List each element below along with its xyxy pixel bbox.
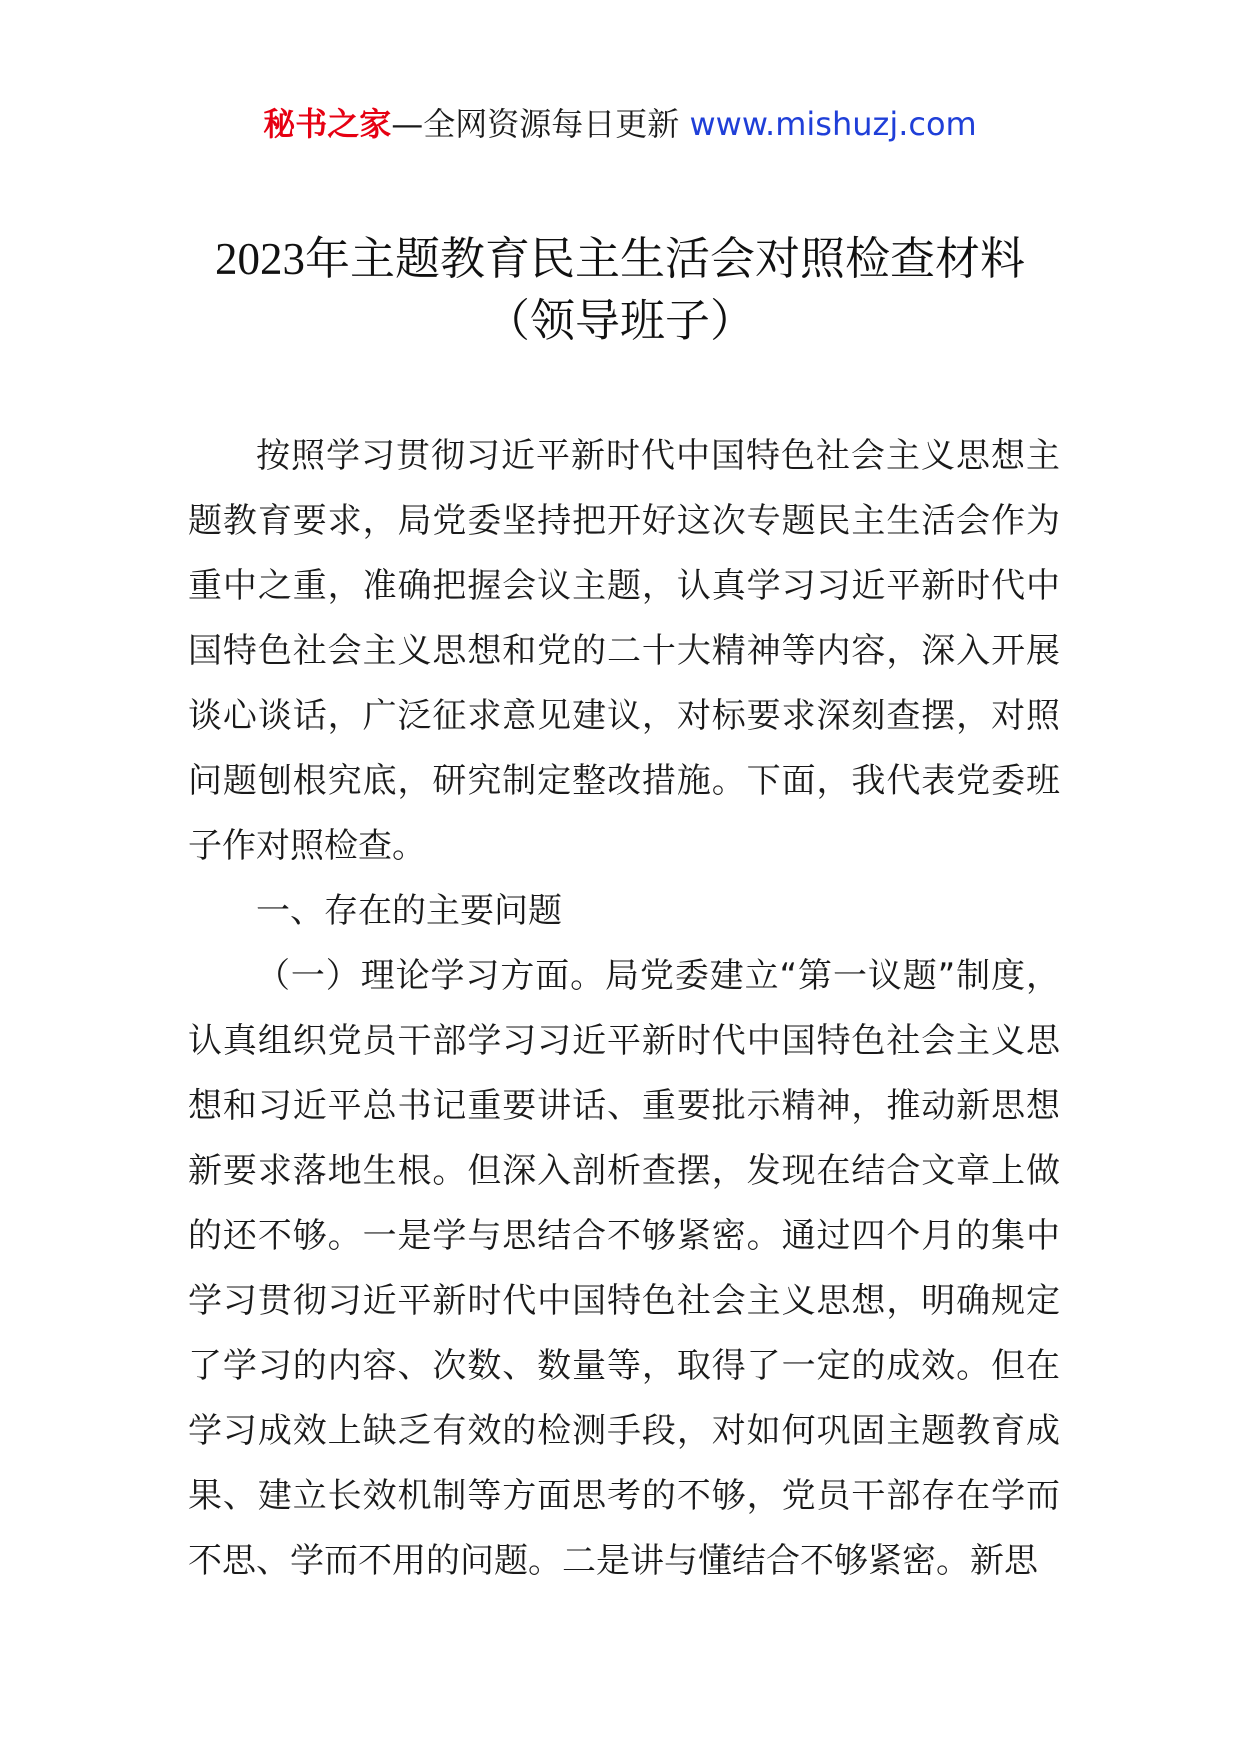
document-title: [0, 228, 1240, 352]
site-banner: [0, 104, 1240, 144]
section-heading: 一、存在的主要问题: [256, 891, 562, 931]
document-body: [188, 424, 1060, 1594]
title-year: 2023: [214, 234, 305, 284]
title-line-1: [0, 228, 1240, 290]
intro-paragraph: 按照学习贯彻习近平新时代中国特色社会主义思想主题教育要求，局党委坚持把开好这次专题民主生活会作为重中之重，准确把握会议主题，认真学习习近平新时代中国特色社会主义思想和党的二十大精神等内容，深入开展谈心谈话，广泛征求意见建议，对标要求深刻查摆，对照问题刨根究底，研究制定整改措施。下面，我代表党委班子作对照检查。: [188, 436, 1060, 866]
section-paragraph: （一）理论学习方面。局党委建立“第一议题”制度，认真组织党员干部学习习近平新时代中国特色社会主义思想和习近平总书记重要讲话、重要批示精神，推动新思想新要求落地生根。但深入剖析查摆，发现在结合文章上做的还不够。一是学与思结合不够紧密。通过四个月的集中学习贯彻习近平新时代中国特色社会主义思想，明确规定了学习的内容、次数、数量等，取得了一定的成效。但在学习成效上缺乏有效的检测手段，对如何巩固主题教育成果、建立长效机制等方面思考的不够，党员干部存在学而不思、学而不用的问题。二是讲与懂结合不够紧密。新思: [188, 956, 1060, 1581]
site-url-link[interactable]: www.mishuzj.com: [689, 105, 977, 143]
site-brand: 秘书之家: [263, 105, 392, 143]
title-main: 年主题教育民主生活会对照检查材料: [304, 232, 1025, 285]
title-subtitle: （领导班子）: [484, 294, 755, 347]
site-slogan: —全网资源每日更新: [391, 105, 680, 143]
